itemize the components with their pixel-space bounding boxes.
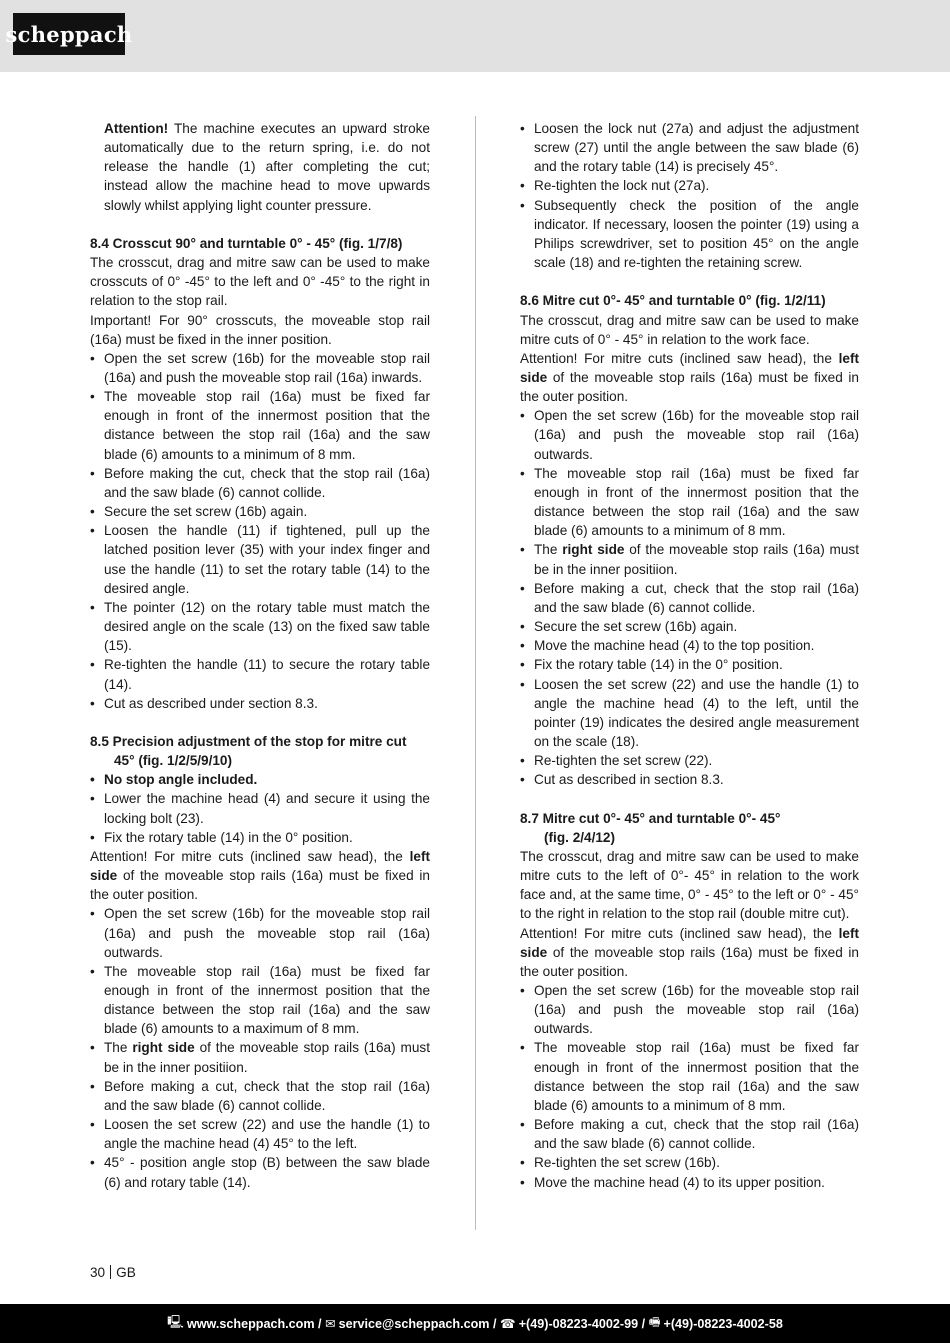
column-divider [475, 116, 476, 1230]
bullet-item [520, 655, 859, 674]
text-run: The moveable stop rail (16a) must be fixed far enough in front of the innermost position that the distance between the stop rail (16a) and the saw blade (6) amounts to a minimum of 8 mm. [104, 389, 430, 462]
text-run: 45° - position angle stop (B) between the saw blade (6) and rotary table (14). [104, 1155, 430, 1190]
heading-continuation: (fig. 2/4/12) [544, 829, 616, 845]
text-run: The moveable stop rail (16a) must be fixed far enough in front of the innermost position that the distance between the stop rail (16a) and the saw blade (6) amounts to a maximum of 8 mm. [104, 963, 430, 1037]
bullet-item [90, 349, 430, 387]
email-icon: ✉ [325, 1317, 336, 1331]
paragraph [520, 349, 859, 406]
text-run: Re-tighten the set screw (16b). [534, 1155, 720, 1171]
bullet-item [520, 675, 859, 752]
text-run: of the moveable stop rails (16a) must be fixed in the outer position. [520, 370, 859, 405]
text-run: Secure the set screw (16b) again. [104, 504, 308, 520]
bullet-item [90, 598, 430, 655]
text-run: Open the set screw (16b) for the moveable stop rail (16a) and push the moveable stop rail (16a) inwards. [104, 350, 430, 386]
bold-run: left side [520, 925, 859, 960]
text-run: Re-tighten the lock nut (27a). [534, 178, 710, 194]
bold-run: left side [90, 848, 430, 884]
bold-run: left side [520, 350, 859, 386]
bold-run: right side [132, 1040, 195, 1056]
bullet-item [520, 579, 859, 617]
bold-run: right side [562, 542, 625, 558]
text-run: No stop angle included. [104, 772, 258, 788]
bullet-item [90, 904, 430, 961]
bullet-item [90, 387, 430, 464]
text-run: Attention! For mitre cuts (inclined saw head), the [90, 848, 410, 864]
text-run: Cut as described in section 8.3. [534, 772, 724, 788]
bullet-item [520, 176, 859, 195]
paragraph-gap [90, 713, 430, 732]
footer-email: service@scheppach.com / [338, 1316, 497, 1331]
bullet-item [520, 1173, 859, 1192]
paragraph [90, 311, 430, 349]
text-run: Attention! For mitre cuts (inclined saw head), the [520, 350, 839, 366]
text-run: Open the set screw (16b) for the moveable stop rail (16a) and push the moveable stop rail (16a) outwards. [534, 408, 859, 462]
heading-continuation: 45° (fig. 1/2/5/9/10) [114, 753, 233, 769]
bullet-item [90, 962, 430, 1039]
bullet-item-bold [90, 770, 430, 789]
text-run: The [534, 542, 563, 558]
bullet-item [90, 521, 430, 598]
bullet-item [90, 694, 430, 713]
heading-text: 8.5 Precision adjustment of the stop for mitre cut [90, 733, 407, 749]
text-run: The crosscut, drag and mitre saw can be used to make crosscuts of 0° -45° to the left and 0° -45° to the right in relation to the stop rail. [90, 255, 430, 309]
page-number-separator [110, 1265, 111, 1279]
text-run: Cut as described under section 8.3. [104, 695, 318, 711]
phone-icon: ☎ [500, 1317, 516, 1331]
text-run: The crosscut, drag and mitre saw can be used to make mitre cuts to the left of 0°- 45° in relation to the work face and, at the same time, 0° - 45° to the left or 0° - 45° to the right in relation to the stop rail (double mitre cut). [520, 848, 859, 922]
footer-bar [0, 1304, 950, 1343]
text-run: Re-tighten the set screw (22). [534, 753, 713, 769]
bullet-item [520, 1153, 859, 1172]
bullet-item [520, 751, 859, 770]
text-run: Before making the cut, check that the stop rail (16a) and the saw blade (6) cannot collide. [104, 465, 430, 500]
bullet-item [520, 1115, 859, 1153]
bullet-item [520, 617, 859, 636]
note-text: The machine executes an upward stroke automatically due to the return spring, i.e. do not release the handle (1) after completing the cut; instead allow the machine head to move upwards slowly whilst applying light counter pressure. [104, 121, 430, 213]
paragraph [520, 311, 859, 349]
page-number [90, 1265, 136, 1280]
fax-icon: 🖷 [648, 1315, 661, 1329]
text-run: The moveable stop rail (16a) must be fixed far enough in front of the innermost position that the distance between the stop rail (16a) and the saw blade (6) amounts to a minimum of 8 mm. [534, 465, 859, 539]
attention-note [90, 119, 430, 215]
text-run: Move the machine head (4) to the top position. [534, 638, 815, 654]
footer-fax: +(49)-08223-4002-58 [663, 1316, 783, 1331]
text-run: The moveable stop rail (16a) must be fixed far enough in front of the innermost position that the distance between the stop rail (16a) and the saw blade (6) amounts to a minimum of 8 mm. [534, 1040, 859, 1113]
text-run: Secure the set screw (16b) again. [534, 619, 738, 635]
text-run: Move the machine head (4) to its upper position. [534, 1174, 825, 1190]
text-run: of the moveable stop rails (16a) must be fixed in the outer position. [520, 944, 859, 979]
footer-phone: +(49)-08223-4002-99 / [518, 1316, 646, 1331]
bullet-item [90, 502, 430, 521]
bullet-item [520, 981, 859, 1038]
bullet-item [520, 540, 859, 578]
section-heading [520, 809, 859, 847]
text-run: Before making a cut, check that the stop rail (16a) and the saw blade (6) cannot collide. [104, 1078, 430, 1113]
left-column [90, 119, 430, 1192]
bullet-item [90, 464, 430, 502]
bullet-item [520, 464, 859, 541]
bullet-item [90, 1077, 430, 1115]
section-heading [90, 234, 430, 253]
paragraph [90, 253, 430, 310]
right-column [520, 119, 859, 1192]
heading-text: 8.4 Crosscut 90° and turntable 0° - 45° (fig. 1/7/8) [90, 235, 403, 251]
bullet-item [90, 1115, 430, 1153]
text-run: Fix the rotary table (14) in the 0° position. [534, 657, 783, 673]
computer-icon: 🖳 [167, 1315, 184, 1329]
attention-label: Attention! [104, 121, 169, 136]
page-number-value: 30 [90, 1265, 106, 1280]
heading-text: 8.6 Mitre cut 0°- 45° and turntable 0° (fig. 1/2/11) [520, 293, 826, 309]
bullet-item [90, 1038, 430, 1076]
text-run: Loosen the lock nut (27a) and adjust the adjustment screw (27) until the angle between the saw blade (6) and the rotary table (14) is precisely 45°. [534, 121, 859, 175]
text-run: Subsequently check the position of the angle indicator. If necessary, loosen the pointer (19) using a Philips screwdriver, set to position 45° on the angle scale (18) and re-tighten the retaining screw. [534, 197, 859, 271]
paragraph [520, 847, 859, 924]
text-run: Before making a cut, check that the stop rail (16a) and the saw blade (6) cannot collide. [534, 580, 859, 615]
page-language: GB [116, 1265, 136, 1280]
text-run: Before making a cut, check that the stop rail (16a) and the saw blade (6) cannot collide. [534, 1117, 859, 1152]
paragraph-gap [90, 215, 430, 234]
bullet-item [520, 636, 859, 655]
footer-website: www.scheppach.com / [186, 1316, 322, 1331]
bullet-item [520, 119, 859, 176]
text-run: of the moveable stop rails (16a) must be in the inner positiion. [534, 542, 859, 577]
bullet-item [520, 1038, 859, 1115]
heading-text: 8.7 Mitre cut 0°- 45° and turntable 0°- 45° [520, 810, 781, 826]
section-heading [520, 291, 859, 310]
text-run: Re-tighten the handle (11) to secure the rotary table (14). [104, 657, 430, 692]
bullet-item [520, 406, 859, 463]
paragraph [520, 924, 859, 981]
bullet-item [90, 655, 430, 693]
text-run: Loosen the handle (11) if tightened, pull up the latched position lever (35) with your index finger and use the handle (11) to set the rotary table (14) to the desired angle. [104, 523, 430, 596]
bullet-item [90, 828, 430, 847]
bullet-item [520, 196, 859, 273]
section-heading [90, 732, 430, 770]
text-run: Attention! For mitre cuts (inclined saw head), the [520, 925, 839, 941]
text-run: The pointer (12) on the rotary table must match the desired angle on the scale (13) on the fixed saw table (15). [104, 599, 430, 654]
text-run: Fix the rotary table (14) in the 0° position. [104, 829, 353, 845]
bullet-item [520, 770, 859, 789]
text-run: Lower the machine head (4) and secure it using the locking bolt (23). [104, 791, 430, 826]
paragraph-gap [520, 272, 859, 291]
bullet-item [90, 789, 430, 827]
text-run: The crosscut, drag and mitre saw can be used to make mitre cuts of 0° - 45° in relation to the work face. [520, 312, 859, 347]
text-run: The [104, 1040, 133, 1056]
bullet-item [90, 1153, 430, 1191]
text-run: Open the set screw (16b) for the moveable stop rail (16a) and push the moveable stop rail (16a) outwards. [104, 906, 430, 960]
paragraph-gap [520, 789, 859, 808]
text-run: Open the set screw (16b) for the moveable stop rail (16a) and push the moveable stop rail (16a) outwards. [534, 983, 859, 1037]
text-run: Loosen the set screw (22) and use the handle (1) to angle the machine head (4) 45° to the left. [104, 1117, 430, 1152]
text-run: of the moveable stop rails (16a) must be fixed in the outer position. [90, 868, 430, 903]
header-bar [0, 0, 950, 72]
text-run: Loosen the set screw (22) and use the handle (1) to angle the machine head (4) to the left, until the pointer (19) indicates the desired angle measurement on the scale (18). [534, 676, 859, 749]
paragraph [90, 847, 430, 904]
text-run: of the moveable stop rails (16a) must be in the inner positiion. [104, 1040, 430, 1075]
brand-logo: scheppach [13, 13, 125, 55]
text-run: Important! For 90° crosscuts, the moveable stop rail (16a) must be fixed in the inner position. [90, 312, 430, 347]
